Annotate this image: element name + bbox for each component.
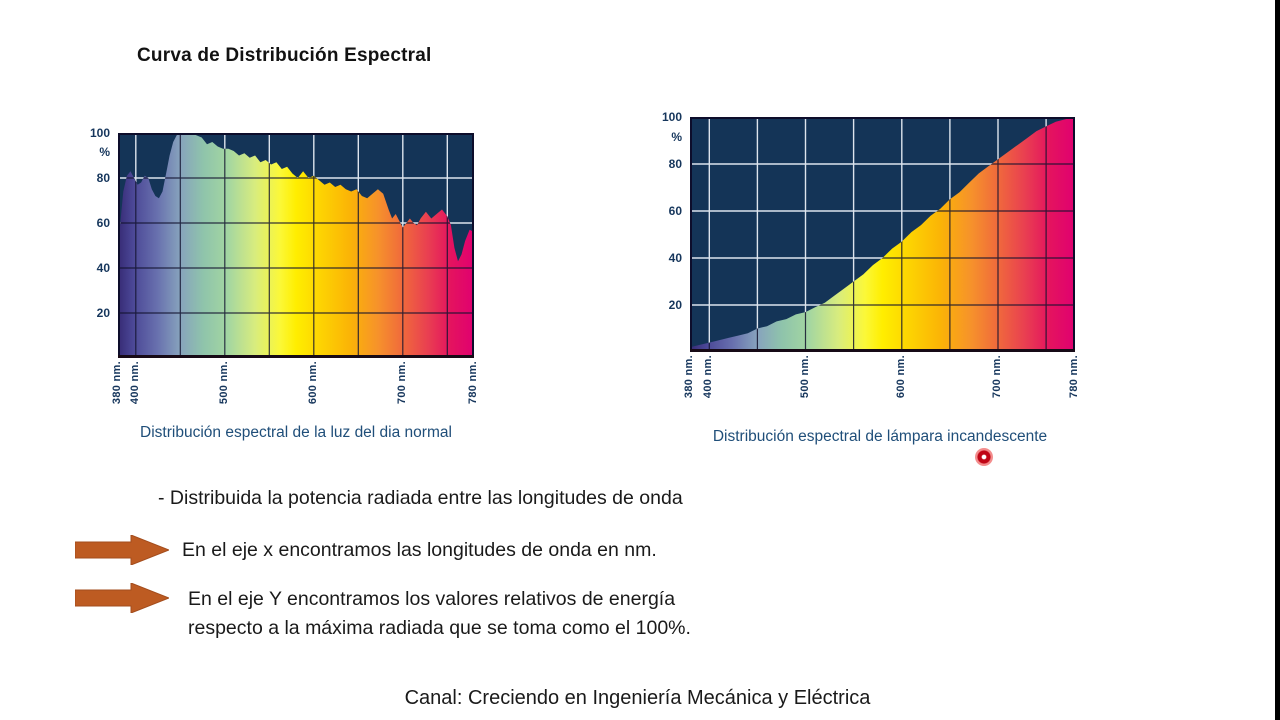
- x-tick-label: 400 nm.: [128, 361, 141, 405]
- video-edge-bar: [1275, 0, 1280, 720]
- y-tick-label: 60: [668, 204, 682, 218]
- x-tick-label: 380 nm.: [111, 361, 123, 405]
- y-tick-label: 60: [96, 216, 110, 230]
- right-arrow-icon: [75, 583, 169, 613]
- y-tick-label: 20: [96, 306, 110, 320]
- x-tick-label: 380 nm.: [683, 355, 695, 399]
- x-tick-label: 700 nm.: [395, 361, 408, 405]
- y-tick-label: 100: [661, 110, 682, 124]
- right-arrow-icon: [75, 535, 169, 565]
- x-tick-label: 600 nm.: [306, 361, 319, 405]
- y-axis-unit-label: %: [99, 145, 110, 160]
- chart-plot-area: [690, 117, 1075, 352]
- chart-plot-area: [118, 133, 474, 358]
- incandescent-chart-caption: Distribución espectral de lámpara incandescente: [712, 428, 1048, 445]
- laser-pointer-dot: [975, 448, 993, 466]
- channel-credit: Canal: Creciendo en Ingeniería Mecánica y Eléctrica: [404, 687, 871, 709]
- x-tick-label: 400 nm.: [702, 355, 715, 399]
- page-title: Curva de Distribución Espectral: [137, 45, 432, 66]
- x-tick-label: 700 nm.: [991, 355, 1003, 399]
- x-tick-label: 780 nm.: [467, 361, 479, 405]
- y-tick-label: 80: [96, 171, 110, 185]
- y-tick-label: 40: [668, 251, 682, 265]
- x-tick-label: 500 nm.: [798, 355, 811, 399]
- y-tick-label: 100: [89, 126, 110, 140]
- bullet-text: - Distribuida la potencia radiada entre las longitudes de onda: [158, 487, 683, 509]
- y-axis-unit-label: %: [671, 129, 682, 144]
- daylight-chart-caption: Distribución espectral de la luz del dia normal: [140, 424, 452, 441]
- x-tick-label: 600 nm.: [894, 355, 907, 399]
- x-tick-label: 500 nm.: [217, 361, 230, 405]
- note-x-axis: En el eje x encontramos las longitudes de onda en nm.: [182, 539, 657, 561]
- note-y-axis-line-1: En el eje Y encontramos los valores relativos de energía: [188, 588, 676, 610]
- y-tick-label: 80: [668, 157, 682, 171]
- y-tick-label: 20: [668, 298, 682, 312]
- note-y-axis-line-2: respecto a la máxima radiada que se toma como el 100%.: [188, 617, 691, 639]
- x-tick-label: 780 nm.: [1068, 355, 1080, 399]
- y-tick-label: 40: [96, 261, 110, 275]
- note-y-axis: [188, 585, 691, 643]
